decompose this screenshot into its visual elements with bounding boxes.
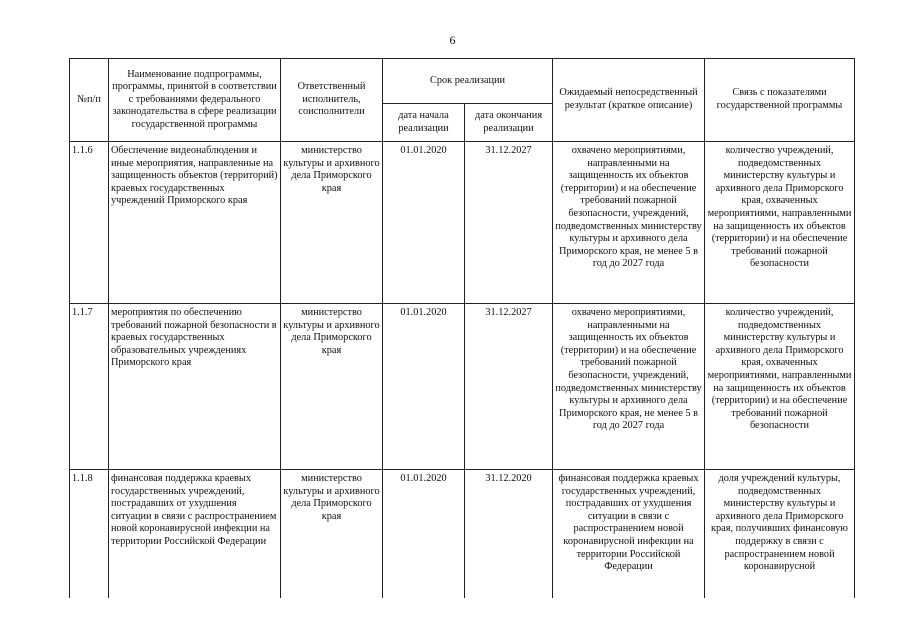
program-table bbox=[69, 58, 855, 598]
row-start: 01.01.2020 bbox=[383, 470, 465, 598]
row-name: финансовая поддержка краевых государственных учреждений, пострадавших от ухудшения ситуации в связи с распространением новой коронавирусной инфекции на территории Российской Федерации bbox=[109, 470, 281, 598]
page-number: 6 bbox=[449, 33, 456, 47]
row-result: охвачено мероприятиями, направленными на защищенность их объектов (территории) и на обеспечение требований пожарной безопасности, учреждений, подведомственных министерству культуры и архивного дела Приморского края, не менее 5 в год до 2027 года bbox=[553, 304, 705, 470]
table-row bbox=[70, 142, 855, 304]
row-responsible: министерство культуры и архивного дела Приморского края bbox=[281, 304, 383, 470]
row-num: 1.1.8 bbox=[70, 470, 109, 598]
table-row bbox=[70, 304, 855, 470]
row-end: 31.12.2020 bbox=[465, 470, 553, 598]
header-name: Наименование подпрограммы, программы, принятой в соответствии с требованиями федерального законодательства в сфере реализации государственной программы bbox=[109, 59, 281, 142]
row-result: финансовая поддержка краевых государственных учреждений, пострадавших от ухудшения ситуации в связи с распространением новой коронавирусной инфекции на территории Российской Федерации bbox=[553, 470, 705, 598]
row-num: 1.1.6 bbox=[70, 142, 109, 304]
header-end: дата окончания реализации bbox=[465, 104, 553, 142]
table-row bbox=[70, 470, 855, 598]
row-result: охвачено мероприятиями, направленными на защищенность их объектов (территории) и на обеспечение требований пожарной безопасности, учреждений, подведомственных министерству культуры и архивного дела Приморского края, не менее 5 в год до 2027 года bbox=[553, 142, 705, 304]
row-responsible: министерство культуры и архивного дела Приморского края bbox=[281, 470, 383, 598]
row-link: количество учреждений, подведомственных министерству культуры и архивного дела Приморского края, охваченных мероприятиями, направленными на защищенность их объектов (территории) и на обеспечение требований пожарной безопасности bbox=[705, 304, 855, 470]
header-term: Срок реализации bbox=[383, 59, 553, 104]
header-result: Ожидаемый непосредственный результат (краткое описание) bbox=[553, 59, 705, 142]
header-link: Связь с показателями государственной программы bbox=[705, 59, 855, 142]
row-start: 01.01.2020 bbox=[383, 142, 465, 304]
header-start: дата начала реализации bbox=[383, 104, 465, 142]
row-name: мероприятия по обеспечению требований пожарной безопасности в краевых государственных образовательных учреждениях Приморского края bbox=[109, 304, 281, 470]
row-name: Обеспечение видеонаблюдения и иные мероприятия, направленные на защищенность объектов (территорий) краевых государственных учреждений Приморского края bbox=[109, 142, 281, 304]
header-row bbox=[70, 59, 855, 104]
header-responsible: Ответственный исполнитель, соисполнители bbox=[281, 59, 383, 142]
row-link: количество учреждений, подведомственных министерству культуры и архивного дела Приморского края, охваченных мероприятиями, направленными на защищенность их объектов (территории) и на обеспечение требований пожарной безопасности bbox=[705, 142, 855, 304]
row-start: 01.01.2020 bbox=[383, 304, 465, 470]
row-end: 31.12.2027 bbox=[465, 142, 553, 304]
row-end: 31.12.2027 bbox=[465, 304, 553, 470]
row-responsible: министерство культуры и архивного дела Приморского края bbox=[281, 142, 383, 304]
row-num: 1.1.7 bbox=[70, 304, 109, 470]
header-num: №п/п bbox=[70, 59, 109, 142]
row-link: доля учреждений культуры, подведомственных министерству культуры и архивного дела Приморского края, получивших финансовую поддержку в связи с распространением новой коронавирусной bbox=[705, 470, 855, 598]
